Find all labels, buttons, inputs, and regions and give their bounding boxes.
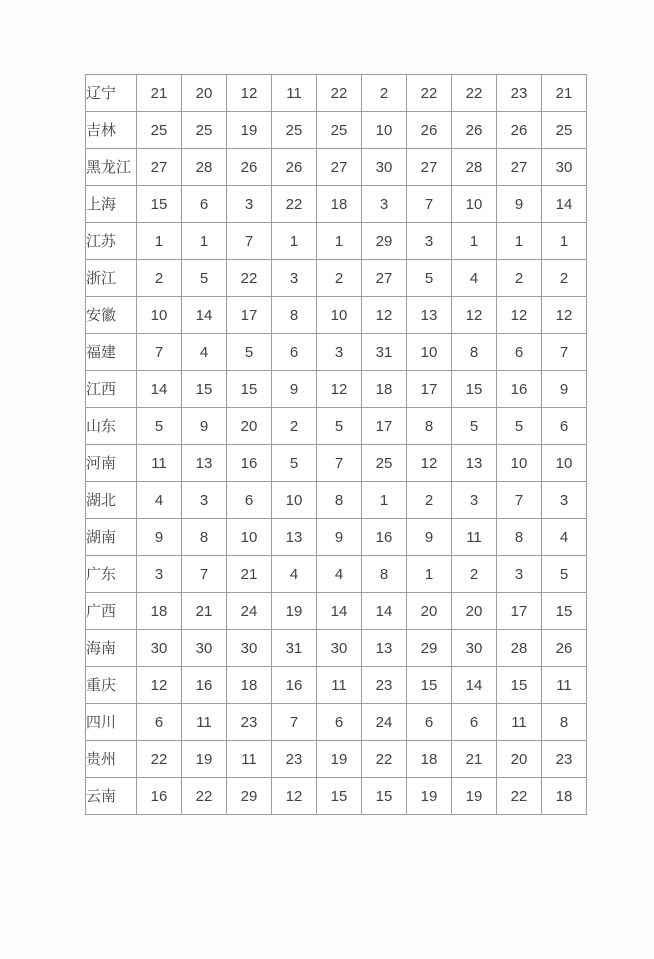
value-cell: 28 (182, 149, 227, 186)
value-cell: 17 (227, 297, 272, 334)
province-cell: 江西 (86, 371, 137, 408)
value-cell: 21 (542, 75, 587, 112)
value-cell: 12 (407, 445, 452, 482)
value-cell: 6 (227, 482, 272, 519)
table-row (86, 667, 587, 704)
table-row (86, 556, 587, 593)
province-cell: 湖北 (86, 482, 137, 519)
value-cell: 10 (407, 334, 452, 371)
value-cell: 30 (542, 149, 587, 186)
province-cell: 上海 (86, 186, 137, 223)
province-cell: 安徽 (86, 297, 137, 334)
value-cell: 1 (542, 223, 587, 260)
value-cell: 30 (317, 630, 362, 667)
value-cell: 30 (137, 630, 182, 667)
value-cell: 30 (362, 149, 407, 186)
value-cell: 1 (182, 223, 227, 260)
table-row (86, 334, 587, 371)
value-cell: 14 (452, 667, 497, 704)
value-cell: 21 (452, 741, 497, 778)
value-cell: 18 (407, 741, 452, 778)
value-cell: 2 (137, 260, 182, 297)
province-cell: 黑龙江 (86, 149, 137, 186)
value-cell: 14 (137, 371, 182, 408)
value-cell: 6 (497, 334, 542, 371)
value-cell: 5 (137, 408, 182, 445)
value-cell: 11 (137, 445, 182, 482)
value-cell: 9 (497, 186, 542, 223)
table-row (86, 371, 587, 408)
table-row (86, 778, 587, 815)
value-cell: 26 (497, 112, 542, 149)
value-cell: 12 (272, 778, 317, 815)
value-cell: 4 (182, 334, 227, 371)
value-cell: 26 (227, 149, 272, 186)
value-cell: 31 (362, 334, 407, 371)
province-cell: 湖南 (86, 519, 137, 556)
value-cell: 7 (542, 334, 587, 371)
value-cell: 16 (497, 371, 542, 408)
value-cell: 1 (407, 556, 452, 593)
value-cell: 14 (317, 593, 362, 630)
value-cell: 5 (272, 445, 317, 482)
value-cell: 2 (272, 408, 317, 445)
value-cell: 22 (362, 741, 407, 778)
value-cell: 21 (137, 75, 182, 112)
value-cell: 5 (407, 260, 452, 297)
value-cell: 27 (137, 149, 182, 186)
value-cell: 9 (317, 519, 362, 556)
value-cell: 22 (317, 75, 362, 112)
value-cell: 8 (407, 408, 452, 445)
value-cell: 7 (497, 482, 542, 519)
value-cell: 17 (407, 371, 452, 408)
value-cell: 13 (407, 297, 452, 334)
value-cell: 25 (362, 445, 407, 482)
value-cell: 8 (452, 334, 497, 371)
value-cell: 23 (542, 741, 587, 778)
table-row (86, 482, 587, 519)
value-cell: 6 (137, 704, 182, 741)
value-cell: 1 (317, 223, 362, 260)
value-cell: 10 (452, 186, 497, 223)
value-cell: 2 (407, 482, 452, 519)
value-cell: 14 (182, 297, 227, 334)
value-cell: 7 (272, 704, 317, 741)
value-cell: 2 (542, 260, 587, 297)
value-cell: 18 (542, 778, 587, 815)
value-cell: 3 (542, 482, 587, 519)
table-body (86, 75, 587, 815)
value-cell: 7 (227, 223, 272, 260)
value-cell: 6 (182, 186, 227, 223)
value-cell: 12 (362, 297, 407, 334)
province-cell: 四川 (86, 704, 137, 741)
value-cell: 16 (362, 519, 407, 556)
province-cell: 浙江 (86, 260, 137, 297)
value-cell: 8 (317, 482, 362, 519)
value-cell: 15 (317, 778, 362, 815)
value-cell: 12 (227, 75, 272, 112)
value-cell: 27 (362, 260, 407, 297)
value-cell: 21 (227, 556, 272, 593)
value-cell: 29 (407, 630, 452, 667)
value-cell: 3 (227, 186, 272, 223)
value-cell: 1 (362, 482, 407, 519)
table-row (86, 223, 587, 260)
value-cell: 3 (362, 186, 407, 223)
value-cell: 13 (362, 630, 407, 667)
value-cell: 19 (182, 741, 227, 778)
value-cell: 7 (137, 334, 182, 371)
value-cell: 20 (407, 593, 452, 630)
value-cell: 3 (272, 260, 317, 297)
value-cell: 11 (452, 519, 497, 556)
value-cell: 19 (407, 778, 452, 815)
province-cell: 山东 (86, 408, 137, 445)
value-cell: 8 (542, 704, 587, 741)
value-cell: 22 (452, 75, 497, 112)
value-cell: 11 (317, 667, 362, 704)
value-cell: 26 (452, 112, 497, 149)
value-cell: 25 (542, 112, 587, 149)
value-cell: 1 (137, 223, 182, 260)
value-cell: 8 (272, 297, 317, 334)
value-cell: 11 (497, 704, 542, 741)
value-cell: 17 (497, 593, 542, 630)
value-cell: 9 (272, 371, 317, 408)
value-cell: 6 (542, 408, 587, 445)
value-cell: 18 (362, 371, 407, 408)
value-cell: 10 (227, 519, 272, 556)
value-cell: 3 (452, 482, 497, 519)
table-row (86, 297, 587, 334)
value-cell: 23 (362, 667, 407, 704)
value-cell: 23 (497, 75, 542, 112)
value-cell: 30 (182, 630, 227, 667)
value-cell: 15 (182, 371, 227, 408)
table-row (86, 112, 587, 149)
value-cell: 1 (452, 223, 497, 260)
value-cell: 13 (272, 519, 317, 556)
value-cell: 18 (227, 667, 272, 704)
value-cell: 22 (272, 186, 317, 223)
value-cell: 26 (542, 630, 587, 667)
value-cell: 25 (137, 112, 182, 149)
value-cell: 3 (497, 556, 542, 593)
value-cell: 8 (182, 519, 227, 556)
province-cell: 贵州 (86, 741, 137, 778)
value-cell: 23 (272, 741, 317, 778)
value-cell: 12 (137, 667, 182, 704)
province-data-table (85, 74, 587, 815)
value-cell: 29 (227, 778, 272, 815)
value-cell: 20 (497, 741, 542, 778)
value-cell: 22 (182, 778, 227, 815)
value-cell: 20 (182, 75, 227, 112)
value-cell: 11 (182, 704, 227, 741)
value-cell: 3 (182, 482, 227, 519)
value-cell: 4 (272, 556, 317, 593)
value-cell: 13 (452, 445, 497, 482)
value-cell: 6 (317, 704, 362, 741)
value-cell: 15 (452, 371, 497, 408)
value-cell: 4 (542, 519, 587, 556)
value-cell: 2 (497, 260, 542, 297)
value-cell: 7 (407, 186, 452, 223)
value-cell: 25 (182, 112, 227, 149)
province-cell: 江苏 (86, 223, 137, 260)
value-cell: 18 (317, 186, 362, 223)
value-cell: 23 (227, 704, 272, 741)
table-row (86, 260, 587, 297)
value-cell: 12 (497, 297, 542, 334)
value-cell: 26 (407, 112, 452, 149)
value-cell: 22 (497, 778, 542, 815)
value-cell: 2 (362, 75, 407, 112)
value-cell: 3 (317, 334, 362, 371)
province-cell: 云南 (86, 778, 137, 815)
value-cell: 5 (542, 556, 587, 593)
value-cell: 6 (272, 334, 317, 371)
value-cell: 15 (497, 667, 542, 704)
value-cell: 19 (317, 741, 362, 778)
table-row (86, 593, 587, 630)
value-cell: 11 (227, 741, 272, 778)
value-cell: 9 (182, 408, 227, 445)
value-cell: 8 (497, 519, 542, 556)
province-cell: 重庆 (86, 667, 137, 704)
province-cell: 河南 (86, 445, 137, 482)
value-cell: 18 (137, 593, 182, 630)
value-cell: 22 (227, 260, 272, 297)
value-cell: 11 (542, 667, 587, 704)
value-cell: 12 (452, 297, 497, 334)
value-cell: 14 (542, 186, 587, 223)
value-cell: 29 (362, 223, 407, 260)
value-cell: 19 (227, 112, 272, 149)
value-cell: 13 (182, 445, 227, 482)
value-cell: 25 (272, 112, 317, 149)
value-cell: 1 (272, 223, 317, 260)
value-cell: 3 (407, 223, 452, 260)
province-cell: 吉林 (86, 112, 137, 149)
value-cell: 12 (317, 371, 362, 408)
value-cell: 15 (362, 778, 407, 815)
value-cell: 10 (137, 297, 182, 334)
value-cell: 10 (542, 445, 587, 482)
value-cell: 5 (452, 408, 497, 445)
table-row (86, 630, 587, 667)
value-cell: 26 (272, 149, 317, 186)
value-cell: 8 (362, 556, 407, 593)
value-cell: 27 (497, 149, 542, 186)
value-cell: 10 (272, 482, 317, 519)
value-cell: 15 (137, 186, 182, 223)
value-cell: 16 (182, 667, 227, 704)
value-cell: 10 (317, 297, 362, 334)
value-cell: 15 (227, 371, 272, 408)
value-cell: 12 (542, 297, 587, 334)
value-cell: 10 (497, 445, 542, 482)
value-cell: 17 (362, 408, 407, 445)
value-cell: 1 (497, 223, 542, 260)
value-cell: 2 (317, 260, 362, 297)
value-cell: 2 (452, 556, 497, 593)
value-cell: 21 (182, 593, 227, 630)
value-cell: 10 (362, 112, 407, 149)
province-cell: 福建 (86, 334, 137, 371)
table-row (86, 704, 587, 741)
value-cell: 16 (227, 445, 272, 482)
province-cell: 海南 (86, 630, 137, 667)
value-cell: 5 (182, 260, 227, 297)
value-cell: 7 (182, 556, 227, 593)
table-row (86, 149, 587, 186)
value-cell: 22 (407, 75, 452, 112)
value-cell: 6 (452, 704, 497, 741)
value-cell: 20 (227, 408, 272, 445)
province-cell: 辽宁 (86, 75, 137, 112)
value-cell: 3 (137, 556, 182, 593)
province-cell: 广东 (86, 556, 137, 593)
value-cell: 30 (227, 630, 272, 667)
value-cell: 19 (272, 593, 317, 630)
value-cell: 5 (227, 334, 272, 371)
value-cell: 27 (407, 149, 452, 186)
value-cell: 31 (272, 630, 317, 667)
value-cell: 27 (317, 149, 362, 186)
value-cell: 4 (452, 260, 497, 297)
value-cell: 22 (137, 741, 182, 778)
table-row (86, 408, 587, 445)
value-cell: 9 (407, 519, 452, 556)
table-row (86, 75, 587, 112)
value-cell: 16 (137, 778, 182, 815)
table-row (86, 445, 587, 482)
table-row (86, 186, 587, 223)
value-cell: 11 (272, 75, 317, 112)
value-cell: 6 (407, 704, 452, 741)
value-cell: 24 (362, 704, 407, 741)
value-cell: 4 (137, 482, 182, 519)
value-cell: 5 (497, 408, 542, 445)
value-cell: 28 (452, 149, 497, 186)
province-cell: 广西 (86, 593, 137, 630)
table-row (86, 519, 587, 556)
value-cell: 15 (407, 667, 452, 704)
value-cell: 15 (542, 593, 587, 630)
value-cell: 9 (137, 519, 182, 556)
value-cell: 9 (542, 371, 587, 408)
value-cell: 24 (227, 593, 272, 630)
value-cell: 7 (317, 445, 362, 482)
value-cell: 5 (317, 408, 362, 445)
value-cell: 28 (497, 630, 542, 667)
value-cell: 25 (317, 112, 362, 149)
value-cell: 14 (362, 593, 407, 630)
table-row (86, 741, 587, 778)
value-cell: 4 (317, 556, 362, 593)
value-cell: 30 (452, 630, 497, 667)
value-cell: 16 (272, 667, 317, 704)
value-cell: 20 (452, 593, 497, 630)
value-cell: 19 (452, 778, 497, 815)
